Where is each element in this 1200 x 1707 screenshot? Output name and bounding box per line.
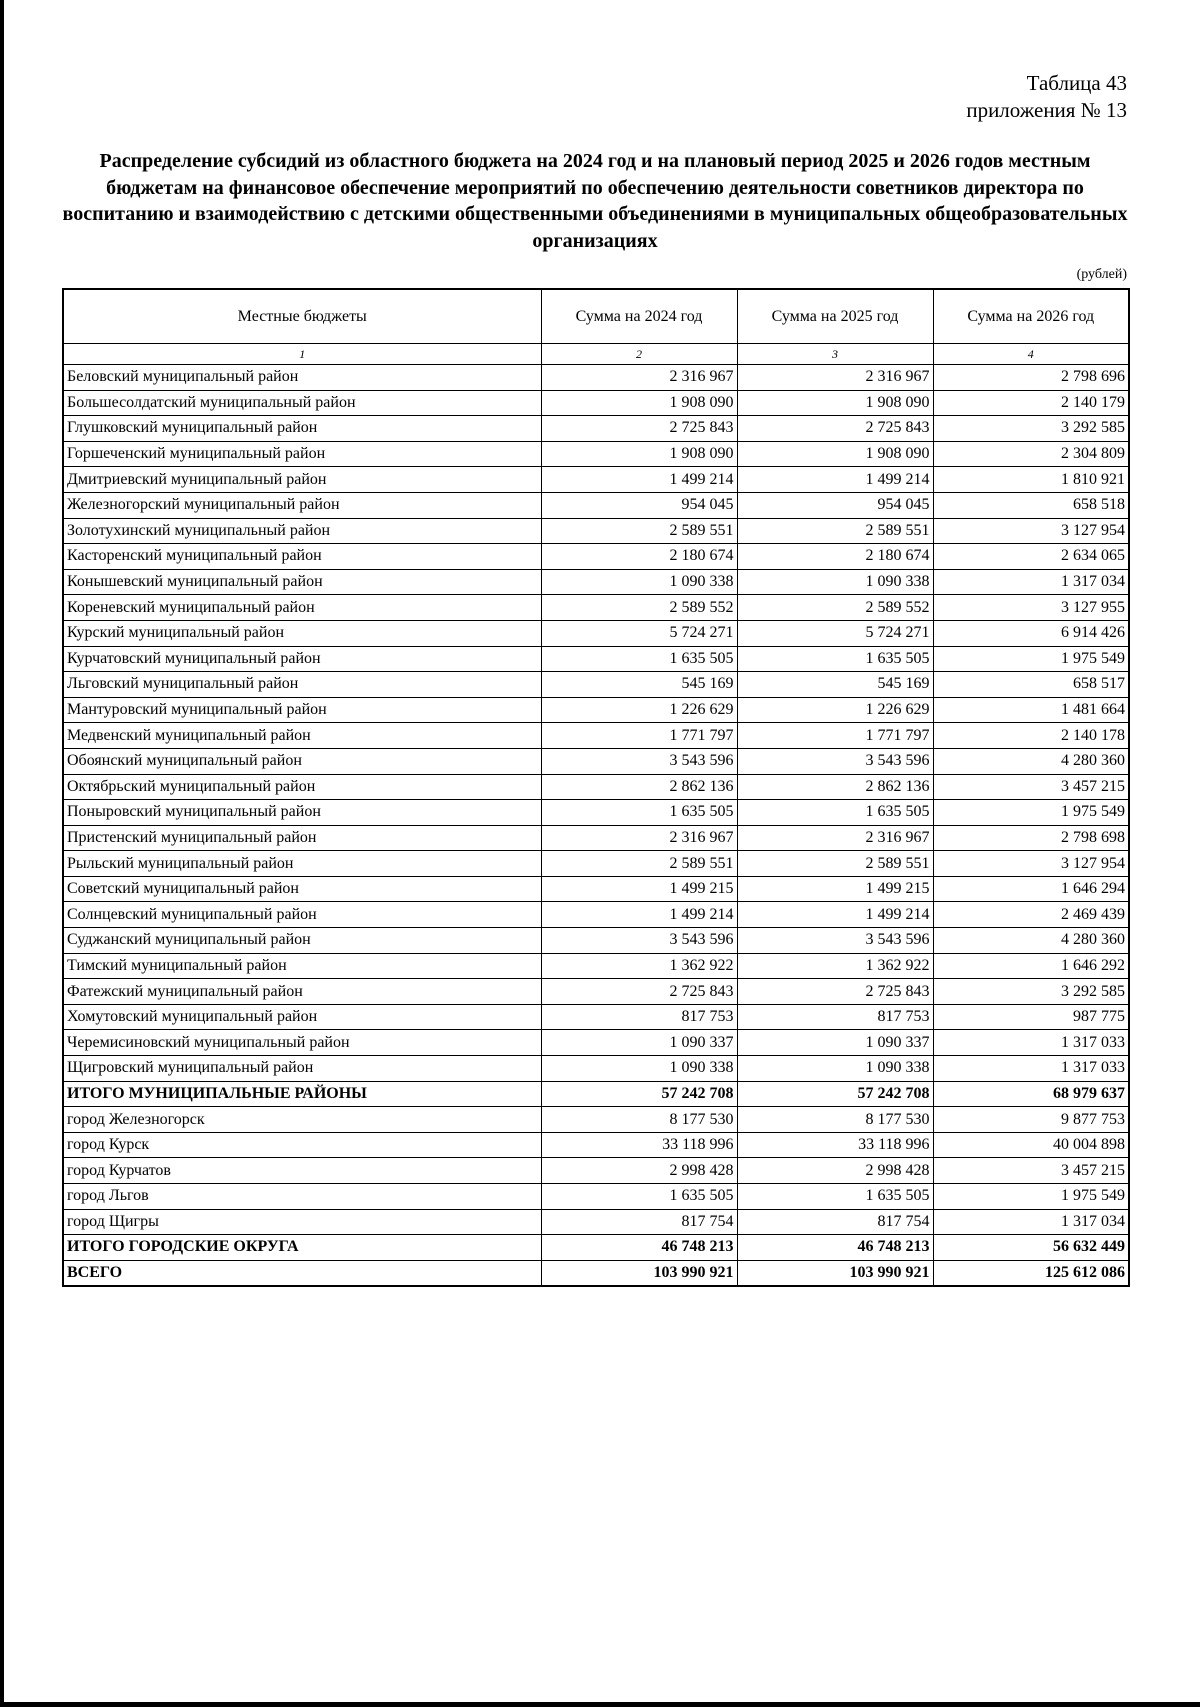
amount-2024-cell: 33 118 996 [541, 1132, 737, 1158]
amount-2024-cell: 2 862 136 [541, 774, 737, 800]
amount-2024-cell: 2 589 552 [541, 595, 737, 621]
budget-table [62, 288, 1130, 1287]
table-row [63, 1132, 1129, 1158]
budget-name-cell: Фатежский муниципальный район [63, 979, 541, 1005]
total-row [63, 1235, 1129, 1261]
amount-2025-cell: 2 998 428 [737, 1158, 933, 1184]
document-title: Распределение субсидий из областного бюджета на 2024 год и на плановый период 2025 и 2026 годов местным бюджетам на финансовое обеспечение мероприятий по обеспечению деятельности советников директора по воспитанию и взаимодействию с детскими общественными объединениями в муниципальных общеобразовательных организациях [62, 150, 1128, 252]
amount-2026-cell: 3 127 954 [933, 518, 1129, 544]
table-row [63, 569, 1129, 595]
amount-2025-cell: 2 180 674 [737, 544, 933, 570]
table-row [63, 441, 1129, 467]
amount-2025-cell: 2 725 843 [737, 979, 933, 1005]
amount-2024-cell: 1 090 338 [541, 1056, 737, 1082]
column-number: 2 [541, 344, 737, 365]
amount-2024-cell: 2 316 967 [541, 825, 737, 851]
amount-2026-cell: 2 140 179 [933, 390, 1129, 416]
amount-2024-cell: 817 753 [541, 1004, 737, 1030]
column-number: 4 [933, 344, 1129, 365]
budget-name-cell: ИТОГО МУНИЦИПАЛЬНЫЕ РАЙОНЫ [63, 1081, 541, 1107]
column-number: 1 [63, 344, 541, 365]
amount-2026-cell: 3 292 585 [933, 416, 1129, 442]
amount-2025-cell: 1 908 090 [737, 390, 933, 416]
budget-name-cell: город Курчатов [63, 1158, 541, 1184]
table-row [63, 595, 1129, 621]
amount-2026-cell: 1 646 292 [933, 953, 1129, 979]
budget-name-cell: Льговский муниципальный район [63, 672, 541, 698]
amount-2026-cell: 987 775 [933, 1004, 1129, 1030]
budget-name-cell: Конышевский муниципальный район [63, 569, 541, 595]
amount-2024-cell: 103 990 921 [541, 1260, 737, 1286]
amount-2026-cell: 1 810 921 [933, 467, 1129, 493]
table-row [63, 672, 1129, 698]
scan-left-edge [0, 0, 4, 1707]
budget-name-cell: город Щигры [63, 1209, 541, 1235]
amount-2026-cell: 125 612 086 [933, 1260, 1129, 1286]
table-row [63, 416, 1129, 442]
budget-name-cell: Обоянский муниципальный район [63, 748, 541, 774]
column-header-2026: Сумма на 2026 год [933, 289, 1129, 344]
amount-2024-cell: 2 998 428 [541, 1158, 737, 1184]
amount-2026-cell: 3 127 955 [933, 595, 1129, 621]
budget-name-cell: Горшеченский муниципальный район [63, 441, 541, 467]
amount-2025-cell: 46 748 213 [737, 1235, 933, 1261]
budget-name-cell: Солнцевский муниципальный район [63, 902, 541, 928]
amount-2026-cell: 3 457 215 [933, 1158, 1129, 1184]
amount-2024-cell: 1 908 090 [541, 390, 737, 416]
budget-name-cell: Мантуровский муниципальный район [63, 697, 541, 723]
budget-name-cell: Касторенский муниципальный район [63, 544, 541, 570]
column-header-budgets: Местные бюджеты [63, 289, 541, 344]
amount-2024-cell: 1 635 505 [541, 800, 737, 826]
amount-2026-cell: 3 127 954 [933, 851, 1129, 877]
amount-2025-cell: 1 090 338 [737, 1056, 933, 1082]
header-row [63, 289, 1129, 344]
scan-bottom-edge [0, 1702, 1200, 1707]
table-row [63, 928, 1129, 954]
amount-2026-cell: 2 798 698 [933, 825, 1129, 851]
budget-name-cell: Пристенский муниципальный район [63, 825, 541, 851]
amount-2026-cell: 1 975 549 [933, 1184, 1129, 1210]
amount-2024-cell: 1 635 505 [541, 646, 737, 672]
amount-2024-cell: 2 589 551 [541, 518, 737, 544]
budget-name-cell: ВСЕГО [63, 1260, 541, 1286]
amount-2026-cell: 2 140 178 [933, 723, 1129, 749]
table-row [63, 365, 1129, 391]
budget-name-cell: Курчатовский муниципальный район [63, 646, 541, 672]
table-row [63, 390, 1129, 416]
amount-2024-cell: 8 177 530 [541, 1107, 737, 1133]
amount-2025-cell: 954 045 [737, 492, 933, 518]
column-header-2024: Сумма на 2024 год [541, 289, 737, 344]
column-number-row [63, 344, 1129, 365]
amount-2025-cell: 2 316 967 [737, 365, 933, 391]
amount-2026-cell: 2 469 439 [933, 902, 1129, 928]
amount-2024-cell: 2 180 674 [541, 544, 737, 570]
table-row [63, 646, 1129, 672]
table-row [63, 1056, 1129, 1082]
amount-2026-cell: 1 646 294 [933, 876, 1129, 902]
budget-name-cell: город Курск [63, 1132, 541, 1158]
amount-2026-cell: 1 481 664 [933, 697, 1129, 723]
budget-name-cell: Железногорский муниципальный район [63, 492, 541, 518]
amount-2025-cell: 2 589 551 [737, 518, 933, 544]
budget-name-cell: Рыльский муниципальный район [63, 851, 541, 877]
amount-2026-cell: 1 317 034 [933, 569, 1129, 595]
amount-2025-cell: 817 754 [737, 1209, 933, 1235]
amount-2024-cell: 1 362 922 [541, 953, 737, 979]
amount-2024-cell: 3 543 596 [541, 748, 737, 774]
table-row [63, 1184, 1129, 1210]
budget-name-cell: Золотухинский муниципальный район [63, 518, 541, 544]
table-row [63, 1158, 1129, 1184]
total-row [63, 1260, 1129, 1286]
amount-2025-cell: 1 908 090 [737, 441, 933, 467]
table-row [63, 1209, 1129, 1235]
amount-2025-cell: 2 589 552 [737, 595, 933, 621]
amount-2025-cell: 57 242 708 [737, 1081, 933, 1107]
table-body [63, 365, 1129, 1287]
amount-2025-cell: 545 169 [737, 672, 933, 698]
amount-2024-cell: 57 242 708 [541, 1081, 737, 1107]
amount-2024-cell: 5 724 271 [541, 620, 737, 646]
amount-2025-cell: 1 226 629 [737, 697, 933, 723]
amount-2024-cell: 1 499 214 [541, 902, 737, 928]
table-row [63, 851, 1129, 877]
amount-2026-cell: 2 798 696 [933, 365, 1129, 391]
table-row [63, 1030, 1129, 1056]
amount-2024-cell: 1 499 215 [541, 876, 737, 902]
amount-2025-cell: 33 118 996 [737, 1132, 933, 1158]
budget-name-cell: город Железногорск [63, 1107, 541, 1133]
budget-name-cell: Дмитриевский муниципальный район [63, 467, 541, 493]
budget-name-cell: Суджанский муниципальный район [63, 928, 541, 954]
column-header-2025: Сумма на 2025 год [737, 289, 933, 344]
amount-2025-cell: 3 543 596 [737, 748, 933, 774]
amount-2026-cell: 1 317 033 [933, 1056, 1129, 1082]
amount-2026-cell: 4 280 360 [933, 928, 1129, 954]
amount-2026-cell: 658 517 [933, 672, 1129, 698]
amount-2026-cell: 1 317 033 [933, 1030, 1129, 1056]
budget-name-cell: Медвенский муниципальный район [63, 723, 541, 749]
amount-2024-cell: 1 771 797 [541, 723, 737, 749]
amount-2025-cell: 1 362 922 [737, 953, 933, 979]
budget-name-cell: Тимский муниципальный район [63, 953, 541, 979]
table-row [63, 902, 1129, 928]
table-reference [966, 70, 1127, 124]
amount-2025-cell: 2 725 843 [737, 416, 933, 442]
amount-2026-cell: 1 975 549 [933, 646, 1129, 672]
amount-2024-cell: 2 316 967 [541, 365, 737, 391]
budget-name-cell: Октябрьский муниципальный район [63, 774, 541, 800]
amount-2026-cell: 658 518 [933, 492, 1129, 518]
amount-2026-cell: 40 004 898 [933, 1132, 1129, 1158]
amount-2026-cell: 68 979 637 [933, 1081, 1129, 1107]
amount-2026-cell: 3 457 215 [933, 774, 1129, 800]
amount-2025-cell: 1 090 337 [737, 1030, 933, 1056]
amount-2024-cell: 2 725 843 [541, 416, 737, 442]
table-row [63, 748, 1129, 774]
table-row [63, 979, 1129, 1005]
amount-2025-cell: 2 589 551 [737, 851, 933, 877]
amount-2024-cell: 1 635 505 [541, 1184, 737, 1210]
amount-2026-cell: 2 304 809 [933, 441, 1129, 467]
amount-2025-cell: 8 177 530 [737, 1107, 933, 1133]
amount-2025-cell: 817 753 [737, 1004, 933, 1030]
amount-2024-cell: 46 748 213 [541, 1235, 737, 1261]
amount-2025-cell: 1 090 338 [737, 569, 933, 595]
amount-2024-cell: 1 908 090 [541, 441, 737, 467]
table-row [63, 492, 1129, 518]
budget-name-cell: Черемисиновский муниципальный район [63, 1030, 541, 1056]
amount-2025-cell: 3 543 596 [737, 928, 933, 954]
table-number: Таблица 43 [1026, 71, 1127, 95]
amount-2024-cell: 2 725 843 [541, 979, 737, 1005]
amount-2026-cell: 9 877 753 [933, 1107, 1129, 1133]
amount-2026-cell: 4 280 360 [933, 748, 1129, 774]
budget-name-cell: Большесолдатский муниципальный район [63, 390, 541, 416]
amount-2025-cell: 1 499 214 [737, 902, 933, 928]
appendix-number: приложения № 13 [966, 98, 1127, 122]
budget-name-cell: Беловский муниципальный район [63, 365, 541, 391]
amount-2024-cell: 3 543 596 [541, 928, 737, 954]
amount-2025-cell: 2 316 967 [737, 825, 933, 851]
amount-2025-cell: 1 635 505 [737, 1184, 933, 1210]
table-row [63, 1107, 1129, 1133]
amount-2025-cell: 1 635 505 [737, 800, 933, 826]
amount-2025-cell: 1 771 797 [737, 723, 933, 749]
table-row [63, 467, 1129, 493]
amount-2024-cell: 1 090 338 [541, 569, 737, 595]
table-row [63, 876, 1129, 902]
budget-name-cell: Курский муниципальный район [63, 620, 541, 646]
amount-2024-cell: 954 045 [541, 492, 737, 518]
table-row [63, 825, 1129, 851]
budget-name-cell: Поныровский муниципальный район [63, 800, 541, 826]
budget-name-cell: город Льгов [63, 1184, 541, 1210]
amount-2025-cell: 1 499 215 [737, 876, 933, 902]
table-row [63, 518, 1129, 544]
amount-2024-cell: 1 090 337 [541, 1030, 737, 1056]
budget-name-cell: Глушковский муниципальный район [63, 416, 541, 442]
table-row [63, 544, 1129, 570]
amount-2025-cell: 1 499 214 [737, 467, 933, 493]
amount-2025-cell: 103 990 921 [737, 1260, 933, 1286]
unit-label: (рублей) [1076, 267, 1127, 282]
budget-name-cell: Щигровский муниципальный район [63, 1056, 541, 1082]
amount-2025-cell: 5 724 271 [737, 620, 933, 646]
amount-2026-cell: 1 317 034 [933, 1209, 1129, 1235]
table-row [63, 620, 1129, 646]
budget-name-cell: Советский муниципальный район [63, 876, 541, 902]
amount-2026-cell: 56 632 449 [933, 1235, 1129, 1261]
table-row [63, 953, 1129, 979]
table-row [63, 697, 1129, 723]
budget-name-cell: ИТОГО ГОРОДСКИЕ ОКРУГА [63, 1235, 541, 1261]
budget-name-cell: Хомутовский муниципальный район [63, 1004, 541, 1030]
amount-2025-cell: 2 862 136 [737, 774, 933, 800]
budget-name-cell: Кореневский муниципальный район [63, 595, 541, 621]
amount-2026-cell: 1 975 549 [933, 800, 1129, 826]
amount-2024-cell: 817 754 [541, 1209, 737, 1235]
amount-2024-cell: 1 499 214 [541, 467, 737, 493]
amount-2024-cell: 1 226 629 [541, 697, 737, 723]
table-row [63, 1004, 1129, 1030]
amount-2025-cell: 1 635 505 [737, 646, 933, 672]
amount-2026-cell: 2 634 065 [933, 544, 1129, 570]
table-row [63, 800, 1129, 826]
table-row [63, 774, 1129, 800]
total-row [63, 1081, 1129, 1107]
amount-2026-cell: 6 914 426 [933, 620, 1129, 646]
amount-2024-cell: 545 169 [541, 672, 737, 698]
column-number: 3 [737, 344, 933, 365]
table-row [63, 723, 1129, 749]
amount-2024-cell: 2 589 551 [541, 851, 737, 877]
amount-2026-cell: 3 292 585 [933, 979, 1129, 1005]
